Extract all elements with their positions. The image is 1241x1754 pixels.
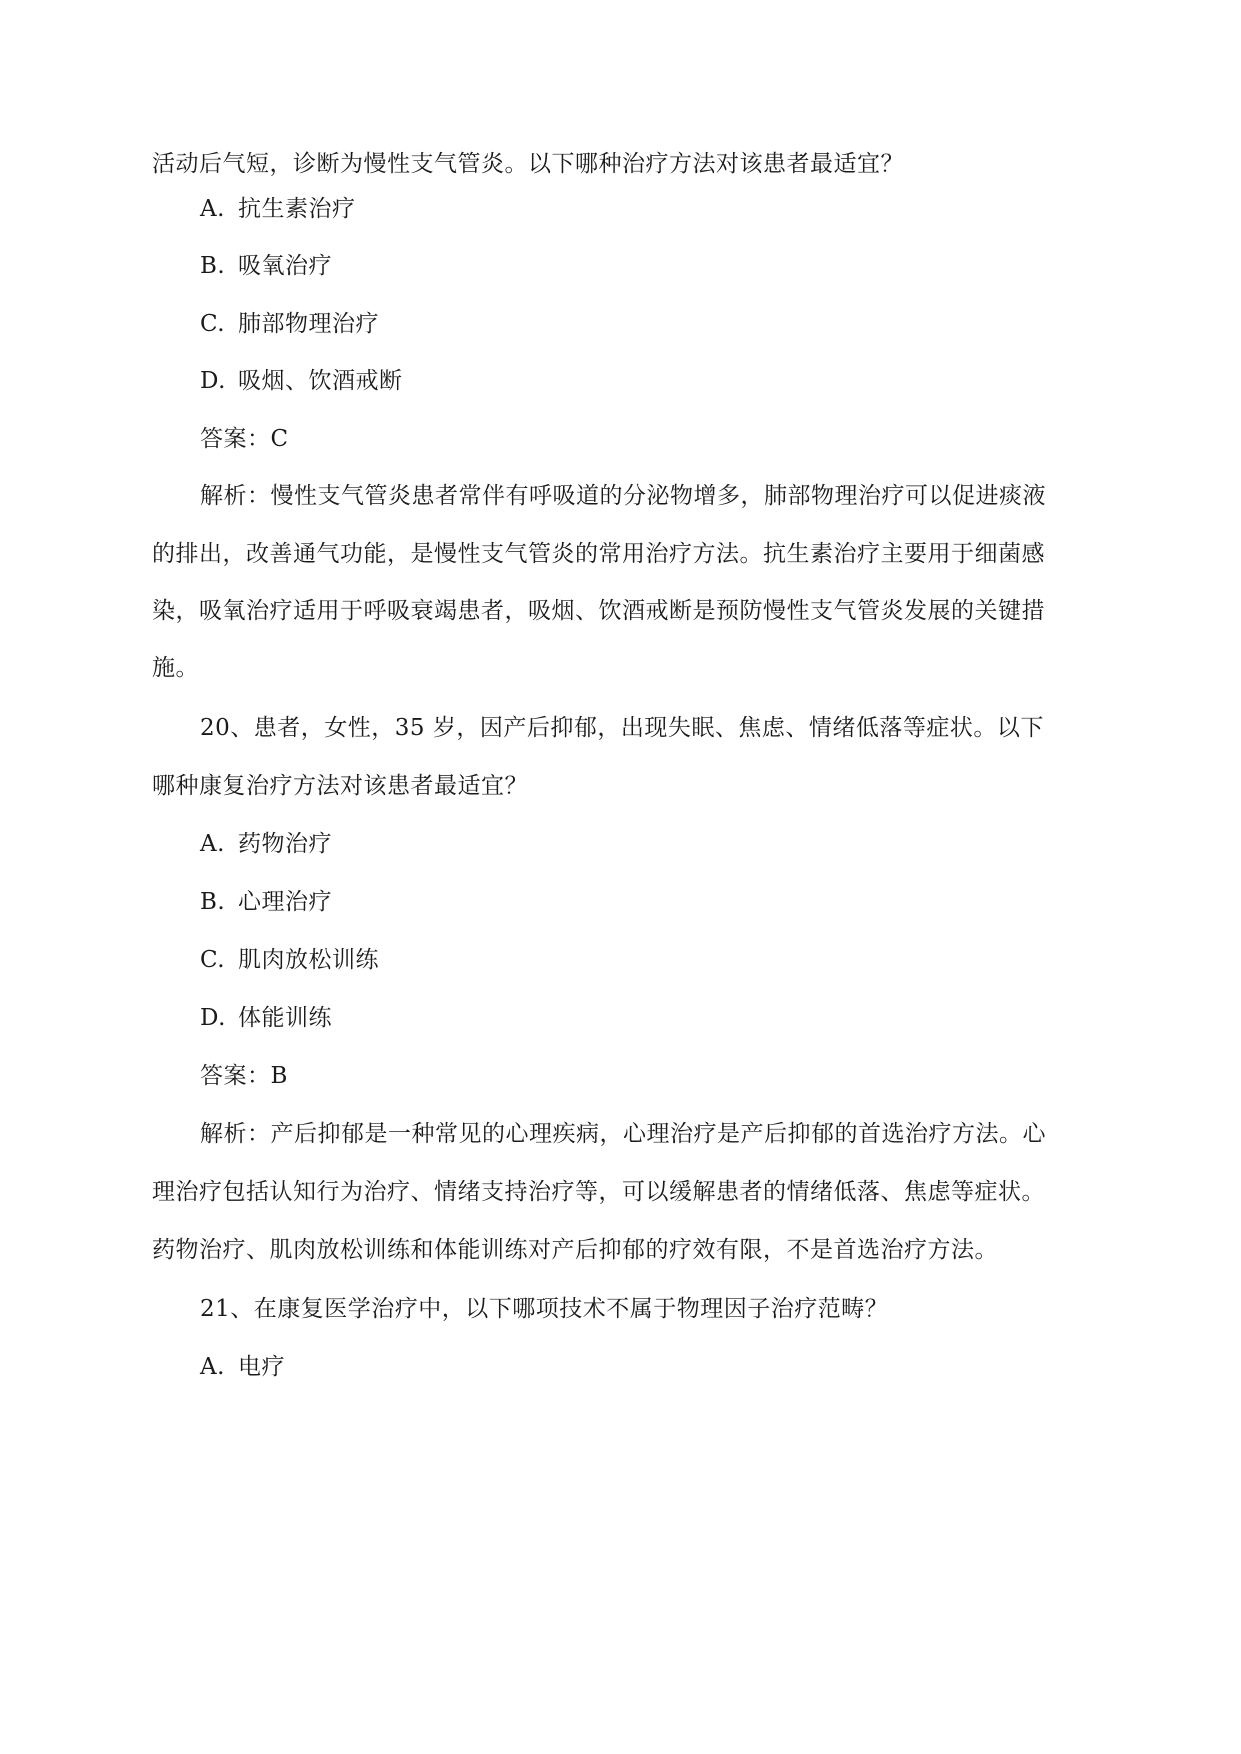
q20-stem-line-1: 20、患者，女性，35 岁，因产后抑郁，出现失眠、焦虑、情绪低落等症状。以下 xyxy=(200,715,1044,741)
q19-analysis-line-4: 施。 xyxy=(152,655,199,681)
option-letter: D. xyxy=(200,368,226,394)
option-letter: C. xyxy=(200,311,226,337)
option-text: 肌肉放松训练 xyxy=(238,947,379,973)
option-text: 抗生素治疗 xyxy=(238,196,356,222)
option-letter: B. xyxy=(200,889,226,915)
q21-option-a xyxy=(200,1351,1150,1383)
q20-stem-line-2: 哪种康复治疗方法对该患者最适宜？ xyxy=(152,773,528,799)
option-text: 吸烟、饮酒戒断 xyxy=(238,368,403,394)
option-text: 心理治疗 xyxy=(238,889,332,915)
option-letter: A. xyxy=(200,831,225,857)
option-text: 肺部物理治疗 xyxy=(238,311,379,337)
q20-option-d xyxy=(200,1002,1150,1034)
option-letter: A. xyxy=(200,1354,225,1380)
option-letter: B. xyxy=(200,253,226,279)
q19-option-c xyxy=(200,308,1150,340)
q19-analysis-line-3: 染，吸氧治疗适用于呼吸衰竭患者，吸烟、饮酒戒断是预防慢性支气管炎发展的关键措 xyxy=(152,598,1045,624)
q19-stem-tail: 活动后气短，诊断为慢性支气管炎。以下哪种治疗方法对该患者最适宜？ xyxy=(152,151,904,177)
q19-analysis-line-2: 的排出，改善通气功能，是慢性支气管炎的常用治疗方法。抗生素治疗主要用于细菌感 xyxy=(152,541,1045,567)
option-text: 体能训练 xyxy=(238,1005,332,1031)
q20-analysis-line-2: 理治疗包括认知行为治疗、情绪支持治疗等，可以缓解患者的情绪低落、焦虑等症状。 xyxy=(152,1179,1045,1205)
q20-analysis-line-3: 药物治疗、肌肉放松训练和体能训练对产后抑郁的疗效有限，不是首选治疗方法。 xyxy=(152,1237,998,1263)
q20-option-a xyxy=(200,828,1150,860)
q19-option-a xyxy=(200,193,1150,225)
option-letter: C. xyxy=(200,947,226,973)
option-letter: D. xyxy=(200,1005,226,1031)
q19-answer: 答案：C xyxy=(200,426,289,452)
option-letter: A. xyxy=(200,196,225,222)
option-text: 电疗 xyxy=(238,1354,285,1380)
q20-option-c xyxy=(200,944,1150,976)
q19-option-b xyxy=(200,250,1150,282)
option-text: 药物治疗 xyxy=(238,831,332,857)
q19-analysis-line-1: 解析：慢性支气管炎患者常伴有呼吸道的分泌物增多，肺部物理治疗可以促进痰液 xyxy=(200,483,1046,509)
q19-option-d xyxy=(200,365,1150,397)
option-text: 吸氧治疗 xyxy=(238,253,332,279)
q21-stem: 21、在康复医学治疗中，以下哪项技术不属于物理因子治疗范畴？ xyxy=(200,1296,889,1322)
q20-analysis-line-1: 解析：产后抑郁是一种常见的心理疾病，心理治疗是产后抑郁的首选治疗方法。心 xyxy=(200,1121,1046,1147)
q20-answer: 答案：B xyxy=(200,1063,288,1089)
q20-option-b xyxy=(200,886,1150,918)
